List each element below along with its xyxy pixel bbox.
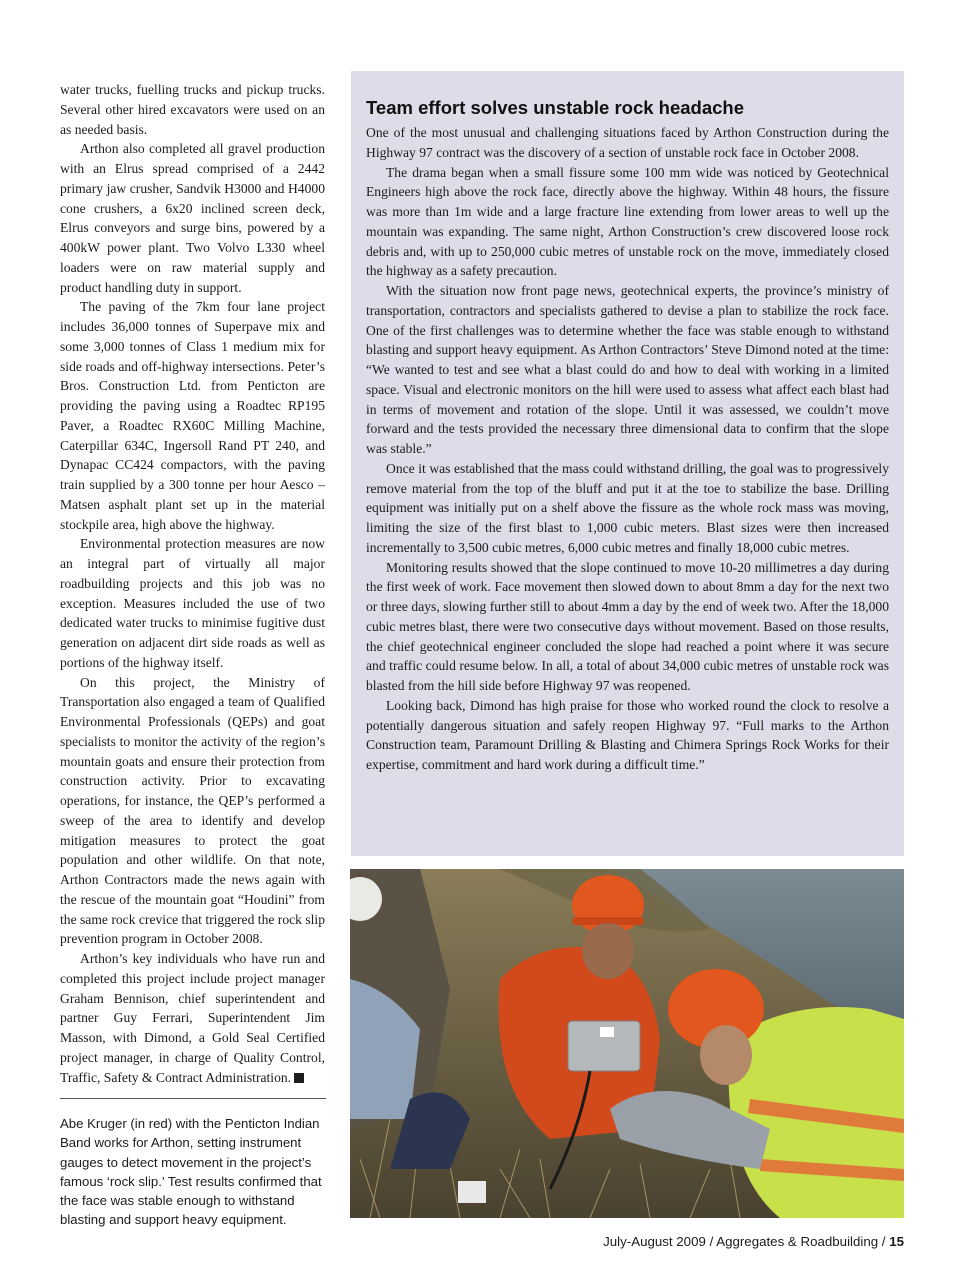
sidebar-paragraph: With the situation now front page news, geotechnical experts, the province’s ministry of transportation, contractors and specialists gathered to devise a plan to stabilize the rock face. One of the first challenges was to determine whether the face was stable enough to withstand blasting and support heavy equipment. As Arthon Contractors’ Steve Dimond noted at the time: “We wanted to test and see what a blast could do and how to deal with working in a limited space. Visual and electronic monitors on the hill were used to assess what affect each blast had in terms of movement and rotation of the slope. Until it was assessed, we couldn’t move forward and the tests provided the necessary three dimensional data to confirm that the slope was stable.” <box>366 283 889 456</box>
photo-caption: Abe Kruger (in red) with the Penticton Indian Band works for Arthon, setting instrument gauges to detect movement in the project’s famous ‘rock slip.’ Test results confirmed that the face was stable enough to withstand blasting and support heavy equipment. <box>60 1116 322 1228</box>
article-paragraph-text: Arthon’s key individuals who have run and completed this project include project manager Graham Bennison, chief superintendent and partner Guy Ferrari, Superintendent Jim Masson, with Dimond, a Gold Seal Certified project manager, in charge of Quality Control, Traffic, Safety & Contract Administration. <box>60 951 325 1085</box>
worker-face <box>582 923 634 979</box>
page-number: 15 <box>889 1234 904 1249</box>
page-footer <box>603 1234 904 1249</box>
photo-illustration <box>350 869 904 1218</box>
sidebar-body <box>366 123 889 775</box>
footer-issue: July-August 2009 / Aggregates & Roadbuilding / <box>603 1234 890 1249</box>
end-of-article-square-icon <box>294 1073 304 1083</box>
small-device <box>458 1181 486 1203</box>
sidebar-paragraph: The drama began when a small fissure some 100 mm wide was noticed by Geotechnical Engineers high above the rock face, directly above the highway. Within 48 hours, the fissure was more than 1m wide and a large fracture line extending from lower areas to well up the mountain was expanding. The same night, Arthon Construction’s crew discovered loose rock debris and, with up to 250,000 cubic metres of unstable rock on the move, immediately closed the highway as a safety precaution. <box>366 164 889 279</box>
article-left-column <box>60 80 325 1087</box>
article-paragraph: Environmental protection measures are now an integral part of virtually all major roadbuilding projects and this job was no exception. Measures included the use of two dedicated water trucks to minimise fugitive dust generation on adjacent dirt side roads as well as portions of the highway itself. <box>60 536 325 670</box>
sidebar-paragraph: Looking back, Dimond has high praise for those who worked round the clock to resolve a potentially dangerous situation and safely reopen Highway 97. “Full marks to the Arthon Construction team, Paramount Drilling & Blasting and Chimera Springs Rock Works for their expertise, commitment and hard work during a difficult time.” <box>366 697 889 772</box>
article-paragraph: Arthon also completed all gravel production with an Elrus spread comprised of a 2442 primary jaw crusher, Sandvik H3000 and H4000 cone crushers, a 6x20 inclined screen deck, Elrus conveyors and surge bins, powered by a 400kW power plant. Two Volvo L330 wheel loaders were on raw material supply and product handling duty in support. <box>60 141 325 295</box>
article-paragraph: water trucks, fuelling trucks and pickup trucks. Several other hired excavators were used on an as needed basis. <box>60 82 325 137</box>
sidebar-paragraph: Once it was established that the mass could withstand drilling, the goal was to progressively remove material from the top of the bluff and put it at the toe to stabilize the base. Drilling equipment was initially put on a shelf above the fissure as the whole rock mass was moving, limiting the size of the first blast to 1,000 cubic meters. Blast sizes were then increased incrementally to 3,500 cubic metres, 6,000 cubic metres and finally 18,000 cubic metres. <box>366 460 889 555</box>
second-worker-face <box>700 1025 752 1085</box>
article-photo <box>350 869 904 1218</box>
sidebar-title: Team effort solves unstable rock headache <box>366 97 745 118</box>
sidebar-paragraph: Monitoring results showed that the slope continued to move 10-20 millimetres a day during the first week of work. Face movement then slowed down to about 8mm a day for the next two or three days, slowing further still to about 4mm a day by the end of week two. After the 18,000 cubic metres blast, there were two consecutive days without movement. Based on those results, the chief geotechnical engineer concluded the slope had reached a point where it was secure and traffic could resume below. In all, a total of about 34,000 cubic metres of unstable rock was blasted from the hill side before Highway 97 was reopened. <box>366 559 889 693</box>
article-paragraph: On this project, the Ministry of Transportation also engaged a team of Qualified Environmental Professionals (QEPs) and goat specialists to monitor the activity of the region’s mountain goats and ensure their protection from construction activity. Prior to excavating operations, for instance, the QEP’s performed a sweep of the area to identify and develop mitigation measures to protect the goat population and other wildlife. On that note, Arthon Contractors made the news again with the rescue of the mountain goat “Houdini” from the same rock crevice that triggered the rock slip prevention program in October 2008. <box>60 674 325 947</box>
sidebar-box <box>351 71 904 856</box>
sidebar-paragraph: One of the most unusual and challenging situations faced by Arthon Construction during the Highway 97 contract was the discovery of a section of unstable rock face in October 2008. <box>366 125 889 160</box>
article-paragraph-last <box>60 949 325 1087</box>
caption-divider <box>60 1098 326 1099</box>
article-paragraph: The paving of the 7km four lane project includes 36,000 tonnes of Superpave mix and some 3,000 tonnes of Class 1 medium mix for side roads and off-highway intersections. Peter’s Bros. Construction Ltd. from Penticton are providing the paving using a Roadtec RP195 Paver, a Roadtec RX60C Milling Machine, Caterpillar 634C, Ingersoll Rand PT 240, and Dynapac CC424 compactors, with the paving train supplied by a 300 tonne per hour Aesco – Matsen asphalt plant set up in the material stockpile area, high above the highway. <box>60 299 325 532</box>
